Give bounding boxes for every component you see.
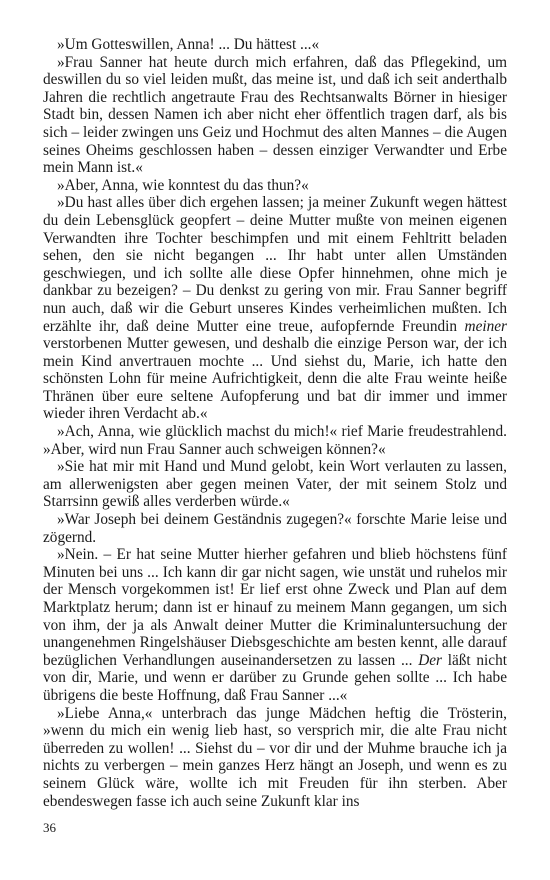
emphasized-word: Der: [418, 651, 442, 669]
paragraph-text: »Aber, Anna, wie konntest du das thun?«: [57, 176, 309, 194]
paragraph-text: »War Joseph bei deinem Geständnis zugegen?« forschte Marie leise und zögernd.: [43, 511, 507, 546]
paragraph: [43, 705, 507, 811]
paragraph-text: »Sie hat mir mit Hand und Mund gelobt, kein Wort verlauten zu lassen, am allerwenigsten aber gegen meinen Vater, der mit seinem Stolz und Starrsinn gewiß alles verderben würde.«: [43, 458, 507, 511]
paragraph: [43, 36, 507, 54]
paragraph: [43, 458, 507, 511]
paragraph-text: »Nein. – Er hat seine Mutter hierher gefahren und blieb höchstens fünf Minuten bei uns ... Ich kann dir gar nicht sagen, wie unstät und ruhelos mir der Mensch vorgekommen ist! Er lief erst ohne Zweck und Plan auf dem Marktplatz herum; dann ist er hinauf zu meinem Mann gegangen, um sich von ihm, der ja als Anwalt deiner Mutter die Kriminaluntersuchung der unangenehmen Ringelshäuser Diebsgeschichte am besten kennt, alle darauf bezüglichen Verhandlungen auseinandersetzen zu lassen ...: [43, 546, 507, 669]
paragraph: [43, 423, 507, 458]
book-page-text: [43, 36, 507, 810]
paragraph-text: »Frau Sanner hat heute durch mich erfahren, daß das Pflegekind, um deswillen du so viel leiden mußt, das meine ist, und daß ich seit anderthalb Jahren die rechtlich angetraute Frau des Rechtsanwalts Börner in hiesiger Stadt bin, dessen Namen ich aber nicht eher öffentlich tragen darf, als bis sich – leider zwingen uns Geiz und Hochmut des alten Mannes – die Augen seines Oheims geschlossen haben – dessen einziger Verwandter und Erbe mein Mann ist.«: [43, 53, 507, 177]
paragraph: [43, 177, 507, 195]
paragraph-text: »Um Gotteswillen, Anna! ... Du hättest ...«: [57, 36, 320, 53]
paragraph: [43, 511, 507, 546]
paragraph: [43, 194, 507, 423]
page-number: 36: [43, 820, 56, 835]
paragraph-text: verstorbenen Mutter gewesen, und deshalb die einzige Person war, der ich mein Kind anvertrauen mochte ... Und siehst du, Marie, ich hatte den schönsten Lohn für meine Aufrichtigkeit, denn die alte Frau weinte heiße Thränen über eure seltene Aufopferung und bat dir immer und immer wieder ihren Verdacht ab.«: [43, 335, 507, 423]
paragraph-text: »Du hast alles über dich ergehen lassen; ja meiner Zukunft wegen hättest du dein Lebensglück geopfert – deine Mutter mußte von meinen eigenen Verwandten ihre Tochter beschimpfen und mit einem Fehltritt beladen sehen, den sie nicht begangen ... Ihr habt unter allen Umständen geschwiegen, und ich sollte alle diese Opfer hinnehmen, ohne mich je dankbar zu bezeigen? – Du denkst zu gering von mir. Frau Sanner begriff nun auch, daß wir die Geburt unseres Kindes verheimlichen mußten. Ich erzählte ihr, daß deine Mutter eine treue, aufopfernde Freundin: [43, 194, 507, 335]
paragraph-text: »Ach, Anna, wie glücklich machst du mich!« rief Marie freudestrahlend. »Aber, wird nun Frau Sanner auch schweigen können?«: [43, 423, 507, 458]
emphasized-word: meiner: [464, 317, 507, 335]
paragraph: [43, 546, 507, 704]
paragraph-text: »Liebe Anna,« unterbrach das junge Mädchen heftig die Trösterin, »wenn du mich ein wenig lieb hast, so versprich mir, die alte Frau nicht überreden zu wollen! ... Siehst du – vor dir und der Muhme brauche ich ja nichts zu verbergen – mein ganzes Herz hängt an Joseph, und wenn es zu seinem Glück wäre, wollte ich mit Freuden für ihn sterben. Aber ebendeswegen fasse ich auch seine Zukunft klar ins: [43, 704, 507, 810]
paragraph: [43, 54, 507, 177]
paragraph-text: läßt nicht von dir, Marie, und wenn er darüber zu Grunde gehen sollte ... Ich habe übrigens die beste Hoffnung, daß Frau Sanner ...«: [43, 651, 507, 704]
